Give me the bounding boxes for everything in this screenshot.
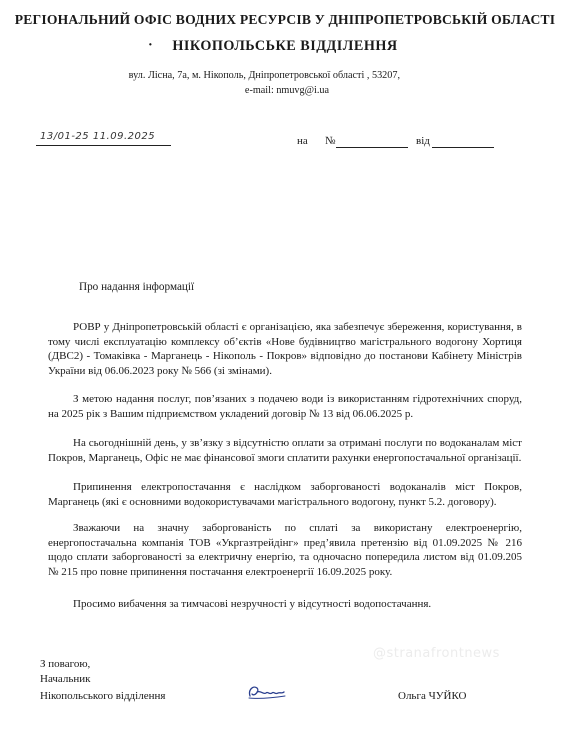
body-paragraph: Зважаючи на значну заборгованість по сплаті за використану електроенергію, енергопостачальна компанія ТОВ «Укргазтрейдінг» пред’явила претензію від 01.09.2025 № 216 щодо сплати заборгованості за електричну енергію, та одночасно попередила листом від 01.09.205 № 215 про повне припинення постачання електроенергії 16.09.2025 року. [48,522,522,578]
email-line: e-mail: nmuvg@i.ua [244,85,329,96]
department-name: НІКОПОЛЬСЬКЕ ВІДДІЛЕННЯ [172,38,398,54]
signer-position: Начальник [40,673,91,685]
signature-icon [244,682,288,702]
handwritten-outgoing-number: 13/01-25 11.09.2025 [40,131,156,142]
body-paragraph: З метою надання послуг, пов’язаних з подачею води із використанням гідротехнічних споруд, на 2025 рік з Вашим підприємством укладений договір № 13 від 06.06.2025 р. [48,393,522,420]
reference-date-label: від [416,135,430,147]
bullet-mark: · [148,37,154,53]
address-line: вул. Лісна, 7а, м. Нікополь, Дніпропетровської області , 53207, [128,70,400,81]
reference-number-label: № [325,135,336,147]
reference-date-blank [432,147,494,148]
letter-subject: Про надання інформації [79,281,195,293]
signer-unit: Нікопольського відділення [40,690,166,702]
body-paragraph: Припинення електропостачання є наслідком заборгованості водоканалів міст Покров, Марганець (які є основними водокористувачами магістрального водогону, пункт 5.2. договору). [48,481,522,508]
signer-name: Ольга ЧУЙКО [398,690,467,702]
closing-regards: З повагою, [40,658,91,670]
watermark-text: @stranafrontnews [373,646,500,661]
body-paragraph: Просимо вибачення за тимчасові незручності у відсутності водопостачання. [73,598,432,610]
reference-number-blank [336,147,408,148]
body-paragraph: РОВР у Дніпропетровській області є організацією, яка забезпечує збереження, користування, в тому числі експлуатацію комплексу об’єктів «Нове будівництво магістрального водогону Хортиця (ДВС2) - Томаківка - Марганець - Нікополь - Покров» відповідно до постанови Кабінету Міністрів України від 06.06.2023 року № 566 (зі змінами). [48,321,522,377]
reference-na-label: на [297,135,308,147]
body-paragraph: На сьогоднішній день, у зв’язку з відсутністю оплати за отримані послуги по водоканалам міст Покров, Марганець, Офіс не має фінансової змоги сплатити рахунки енергопостачальної організації. [48,437,522,464]
outgoing-number-underline [36,145,171,146]
organization-title: РЕГІОНАЛЬНИЙ ОФІС ВОДНИХ РЕСУРСІВ У ДНІПРОПЕТРОВСЬКІЙ ОБЛАСТІ [14,12,556,27]
department-title [0,38,570,55]
